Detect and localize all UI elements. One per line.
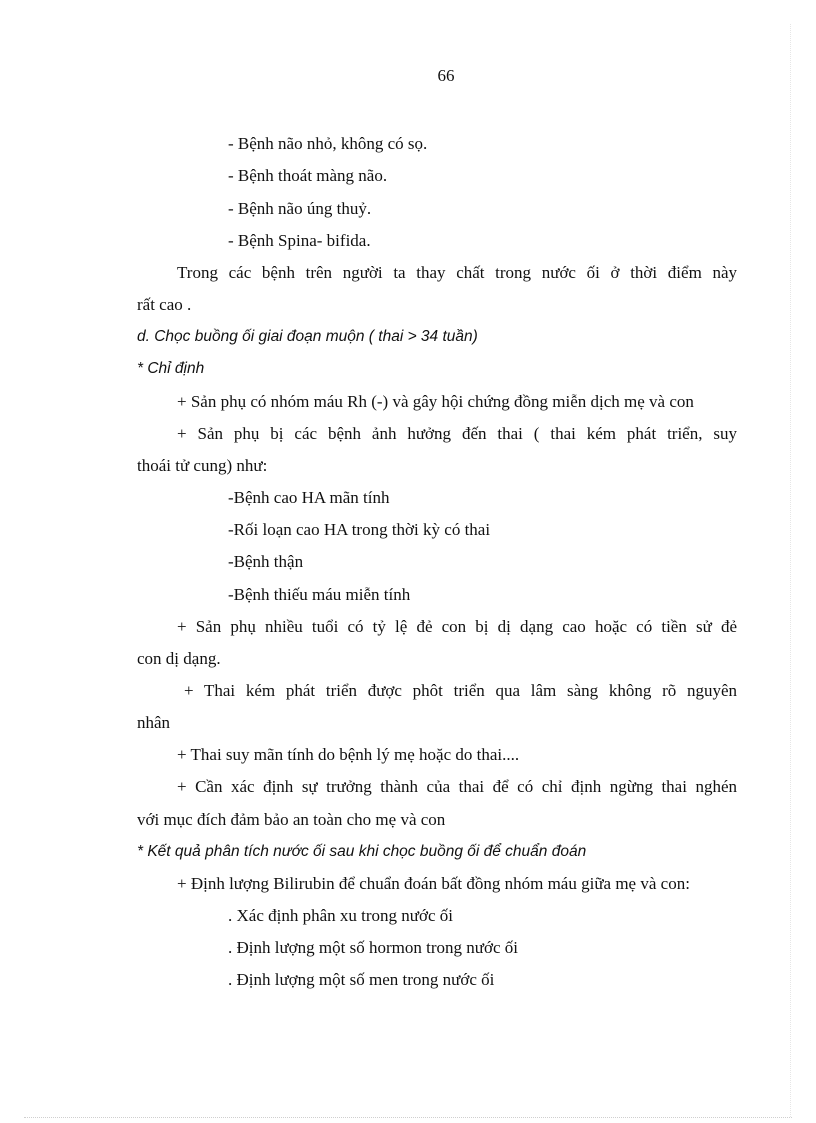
paragraph-line: + Cần xác định sự trưởng thành của thai để có chỉ định ngừng thai nghén bbox=[177, 777, 737, 796]
paragraph-line: với mục đích đảm bảo an toàn cho mẹ và con bbox=[137, 810, 446, 829]
paragraph-line: con dị dạng. bbox=[137, 649, 221, 668]
paragraph-line: + Sản phụ có nhóm máu Rh (-) và gây hội chứng đồng miễn dịch mẹ và con bbox=[177, 392, 694, 411]
paragraph-line: nhân bbox=[137, 713, 171, 732]
paragraph-line: rất cao . bbox=[137, 295, 192, 314]
bullet-line: - Bệnh não úng thuỷ. bbox=[228, 199, 372, 218]
bullet-line: -Bệnh thận bbox=[228, 552, 304, 571]
paragraph-line: + Thai suy mãn tính do bệnh lý mẹ hoặc do thai.... bbox=[177, 745, 520, 764]
bullet-line: - Bệnh não nhỏ, không có sọ. bbox=[228, 134, 428, 153]
paragraph-line: + Thai kém phát triển được phôt triển qua lâm sàng không rõ nguyên bbox=[184, 681, 737, 700]
paragraph-line: + Sản phụ bị các bệnh ảnh hưởng đến thai ( thai kém phát triển, suy bbox=[177, 424, 737, 443]
page-border-bottom bbox=[24, 1117, 792, 1118]
paragraph-line: + Định lượng Bilirubin để chuẩn đoán bất đồng nhóm máu giữa mẹ và con: bbox=[177, 874, 690, 893]
paragraph-line: + Sản phụ nhiều tuổi có tỷ lệ đẻ con bị dị dạng cao hoặc có tiền sử đẻ bbox=[177, 617, 737, 636]
bullet-line: . Định lượng một số hormon trong nước ối bbox=[228, 938, 518, 957]
section-heading: d. Chọc buồng ối giai đoạn muộn ( thai > 34 tuần) bbox=[137, 328, 478, 345]
bullet-line: - Bệnh thoát màng não. bbox=[228, 166, 388, 185]
subsection-heading: * Chỉ định bbox=[137, 360, 205, 377]
bullet-line: -Bệnh cao HA mãn tính bbox=[228, 488, 390, 507]
subsection-heading: * Kết quả phân tích nước ối sau khi chọc buồng ối để chuẩn đoán bbox=[137, 843, 587, 860]
bullet-line: -Bệnh thiếu máu miễn tính bbox=[228, 585, 411, 604]
paragraph-line: Trong các bệnh trên người ta thay chất trong nước ối ở thời điểm này bbox=[177, 263, 737, 282]
bullet-line: - Bệnh Spina- bifida. bbox=[228, 231, 371, 250]
bullet-line: . Định lượng một số men trong nước ối bbox=[228, 970, 495, 989]
page-number: 66 bbox=[437, 66, 455, 85]
page-border-right bbox=[790, 24, 791, 1117]
paragraph-line: thoái tử cung) như: bbox=[137, 456, 268, 475]
bullet-line: . Xác định phân xu trong nước ối bbox=[228, 906, 453, 925]
bullet-line: -Rối loạn cao HA trong thời kỳ có thai bbox=[228, 520, 491, 539]
